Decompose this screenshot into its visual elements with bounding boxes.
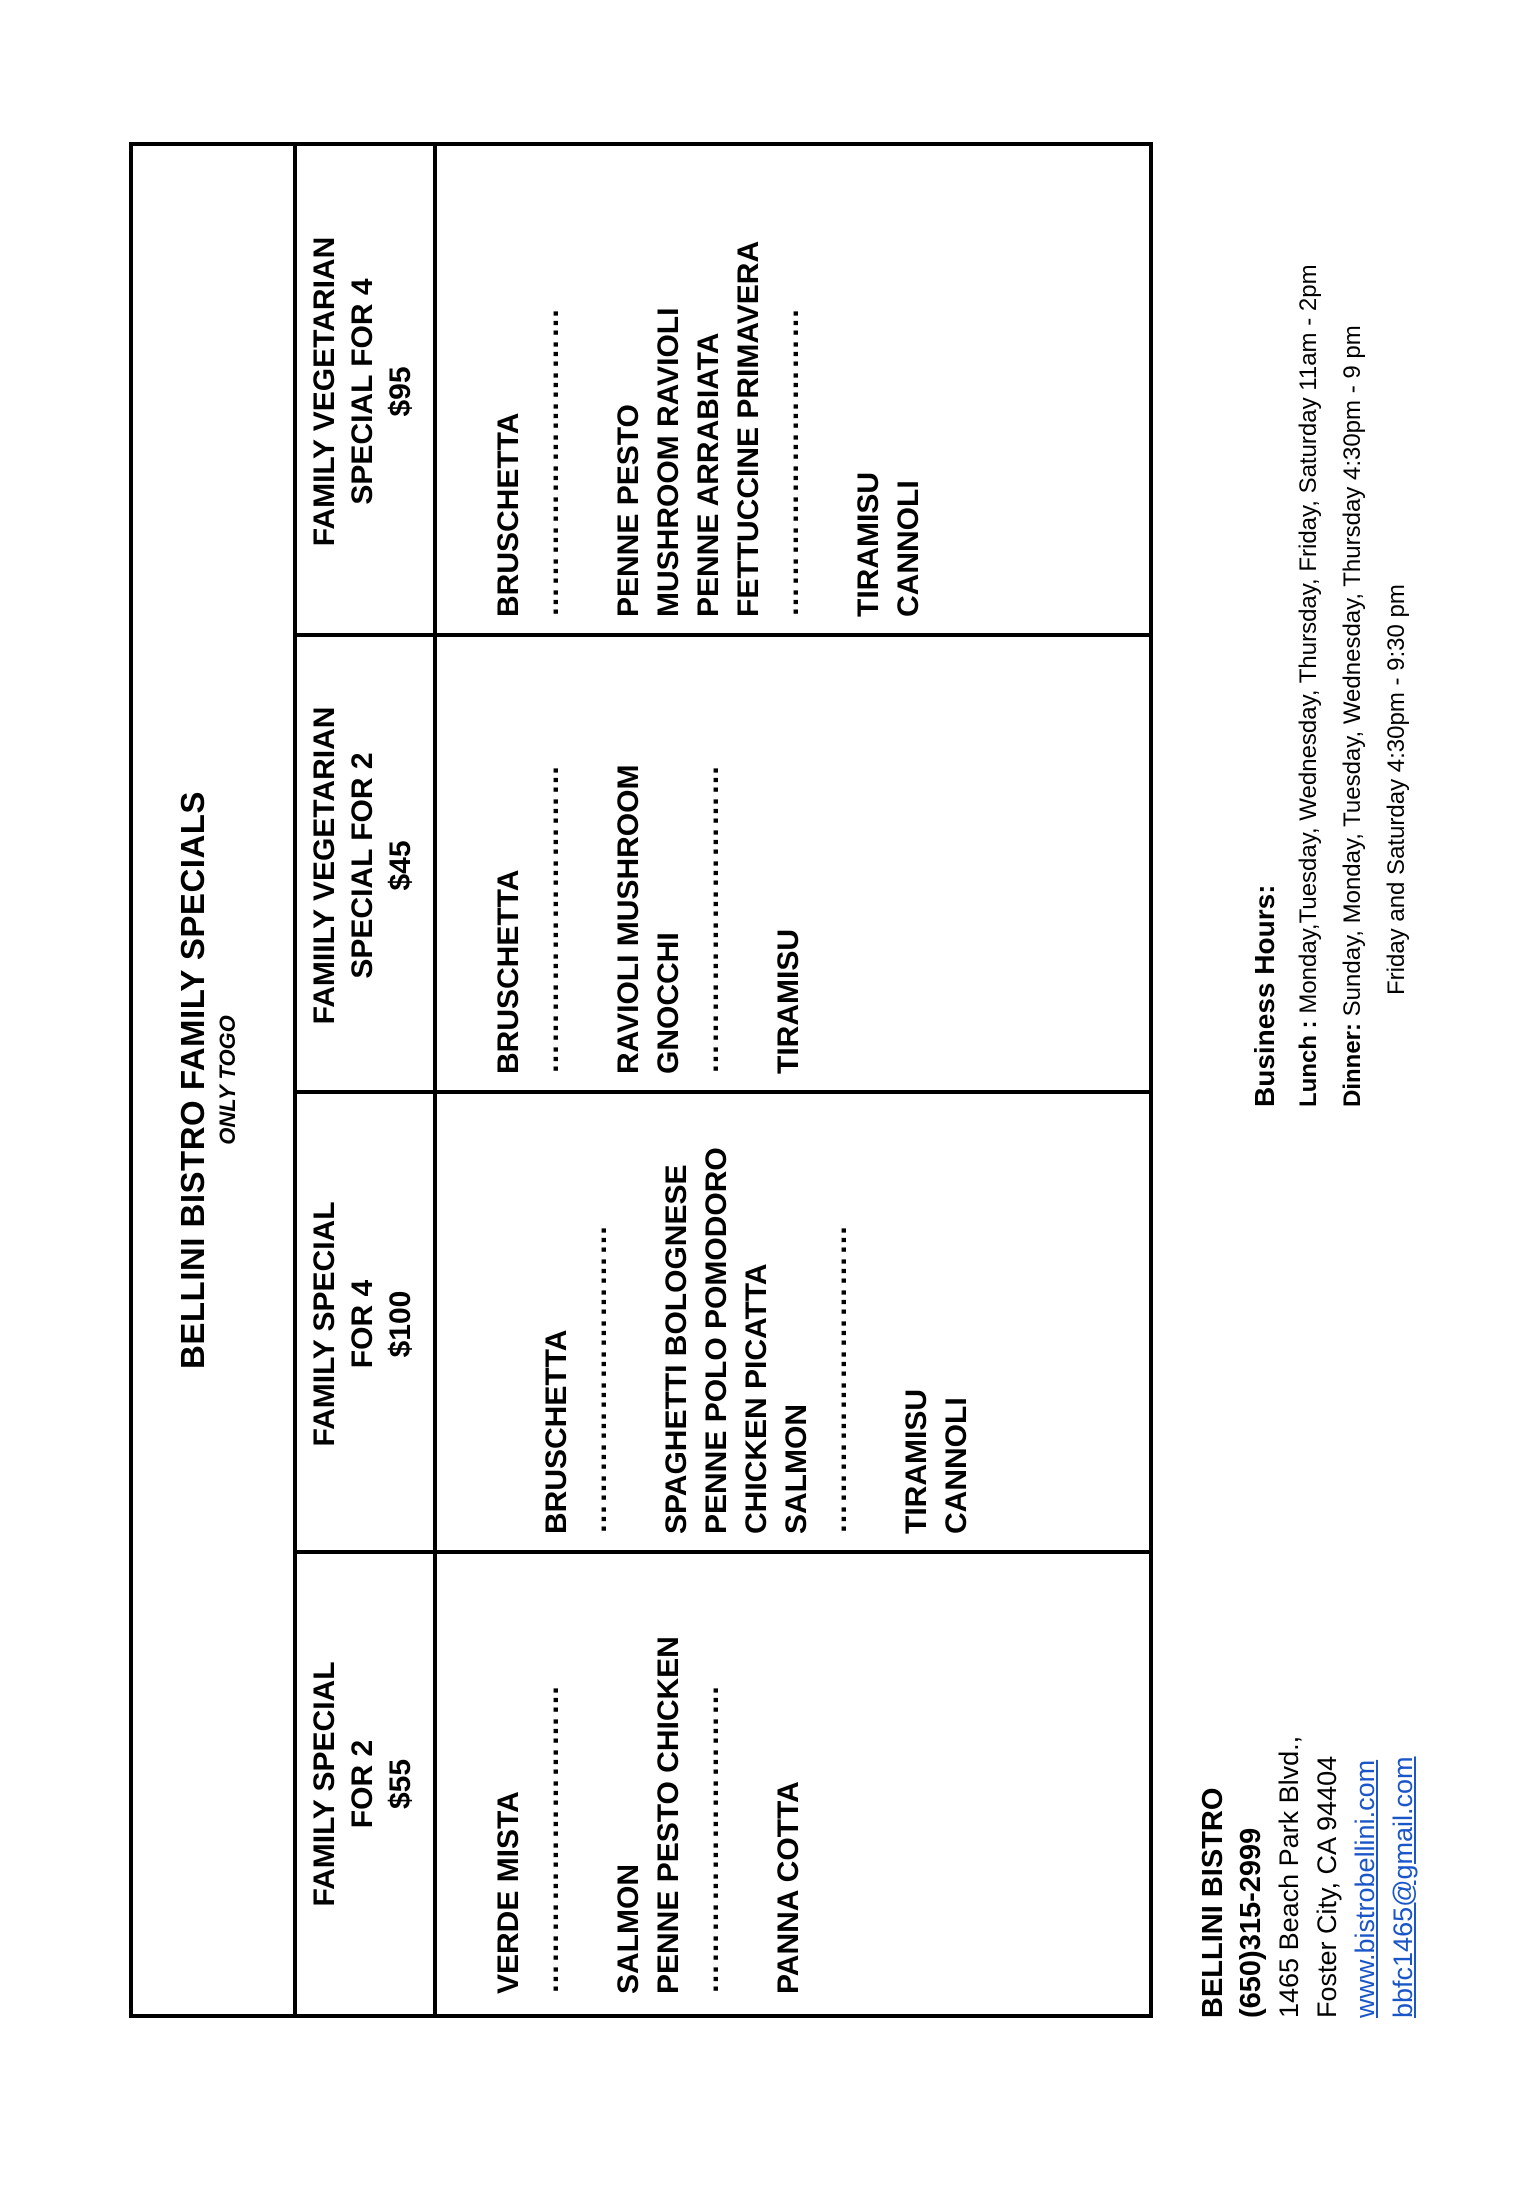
column-items xyxy=(433,146,929,637)
business-hours xyxy=(1243,264,1419,1107)
menu-item: CHICKEN PICATTA xyxy=(740,1263,773,1534)
lunch-hours xyxy=(1287,264,1331,1107)
dinner-hours xyxy=(1331,264,1375,1107)
menu-item: TIRAMISU xyxy=(900,1389,933,1534)
column-items xyxy=(433,1554,809,2014)
specials-table xyxy=(129,142,1153,2018)
separator-dots: ………………………… xyxy=(532,764,565,1074)
separator-dots: ………………………… xyxy=(580,1224,613,1534)
dinner-weekend-hours: Friday and Saturday 4:30pm - 9:30 pm xyxy=(1383,584,1410,995)
menu-item: PENNE PESTO CHICKEN xyxy=(652,1636,685,1994)
togo-note: ONLY TOGO xyxy=(215,1015,241,1145)
column-header xyxy=(293,1554,437,2014)
header-price: $95 xyxy=(384,366,417,417)
menu-item: PENNE POLO POMODORO xyxy=(700,1147,733,1534)
menu-item: TIRAMISU xyxy=(772,929,805,1074)
phone-number: (650)315-2999 xyxy=(1235,1827,1267,2018)
website-link[interactable]: www.bistrobellini.com xyxy=(1350,1759,1380,2018)
header-price: $45 xyxy=(384,840,417,891)
table-title-band xyxy=(133,146,297,2014)
restaurant-name: BELLINI BISTRO xyxy=(1197,1787,1229,2018)
address-line: Foster City, CA 94404 xyxy=(1312,1755,1342,2018)
header-line: FOR 4 xyxy=(346,1279,379,1369)
menu-item: FETTUCCINE PRIMAVERA xyxy=(732,240,765,617)
column-header xyxy=(293,637,437,1094)
menu-item: RAVIOLI MUSHROOM xyxy=(612,764,645,1074)
menu-item: BRUSCHETTA xyxy=(540,1329,573,1534)
hours-title: Business Hours: xyxy=(1249,884,1280,1107)
separator-dots: ………………………… xyxy=(532,1684,565,1994)
address-line: 1465 Beach Park Blvd., xyxy=(1274,1735,1304,2018)
header-line: FAMILY SPECIAL xyxy=(308,1661,341,1907)
menu-item: SPAGHETTI BOLOGNESE xyxy=(660,1164,693,1534)
contact-block xyxy=(1194,1736,1422,2018)
separator-dots: ………………………… xyxy=(772,307,805,617)
header-line: FOR 2 xyxy=(346,1739,379,1829)
header-line: FAMILY SPECIAL xyxy=(308,1201,341,1447)
header-price: $55 xyxy=(384,1758,417,1810)
menu-item: BRUSCHETTA xyxy=(492,412,525,617)
dinner-label: Dinner: xyxy=(1339,1023,1366,1107)
header-line: SPECIAL FOR 4 xyxy=(346,278,379,505)
menu-item: CANNOLI xyxy=(940,1397,973,1534)
menu-item: PANNA COTTA xyxy=(772,1781,805,1994)
menu-item: PENNE PESTO xyxy=(612,404,645,617)
dinner-text: Sunday, Monday, Tuesday, Wednesday, Thursday 4:30pm - 9 pm xyxy=(1339,325,1366,1023)
separator-dots: ………………………… xyxy=(532,307,565,617)
header-line: FAMILY VEGETARIAN xyxy=(308,236,341,547)
lunch-label: Lunch : xyxy=(1295,1020,1322,1107)
menu-item: GNOCCHI xyxy=(652,932,685,1074)
separator-dots: ………………………… xyxy=(692,1684,725,1994)
column-header xyxy=(293,1094,437,1554)
menu-item: SALMON xyxy=(780,1404,813,1534)
menu-item: VERDE MISTA xyxy=(492,1791,525,1994)
header-line: FAMIILY VEGETARIAN xyxy=(308,706,341,1025)
column-items xyxy=(433,637,809,1094)
lunch-text: Monday,Tuesday, Wednesday, Thursday, Friday, Saturday 11am - 2pm xyxy=(1295,264,1322,1021)
page-title: BELLINI BISTRO FAMILY SPECIALS xyxy=(174,791,211,1369)
separator-dots: ………………………… xyxy=(820,1224,853,1534)
header-price: $100 xyxy=(384,1290,417,1358)
menu-item: CANNOLI xyxy=(892,480,925,617)
column-header xyxy=(293,146,437,637)
menu-item: SALMON xyxy=(612,1864,645,1994)
menu-item: BRUSCHETTA xyxy=(492,869,525,1074)
menu-item: TIRAMISU xyxy=(852,472,885,617)
column-items xyxy=(433,1094,977,1554)
menu-item: MUSHROOM RAVIOLI xyxy=(652,307,685,617)
separator-dots: ………………………… xyxy=(692,764,725,1074)
menu-item: PENNE ARRABIATA xyxy=(692,332,725,617)
email-link[interactable]: bbfc1465@gmail.com xyxy=(1388,1756,1418,2018)
header-line: SPECIAL FOR 2 xyxy=(346,752,379,979)
